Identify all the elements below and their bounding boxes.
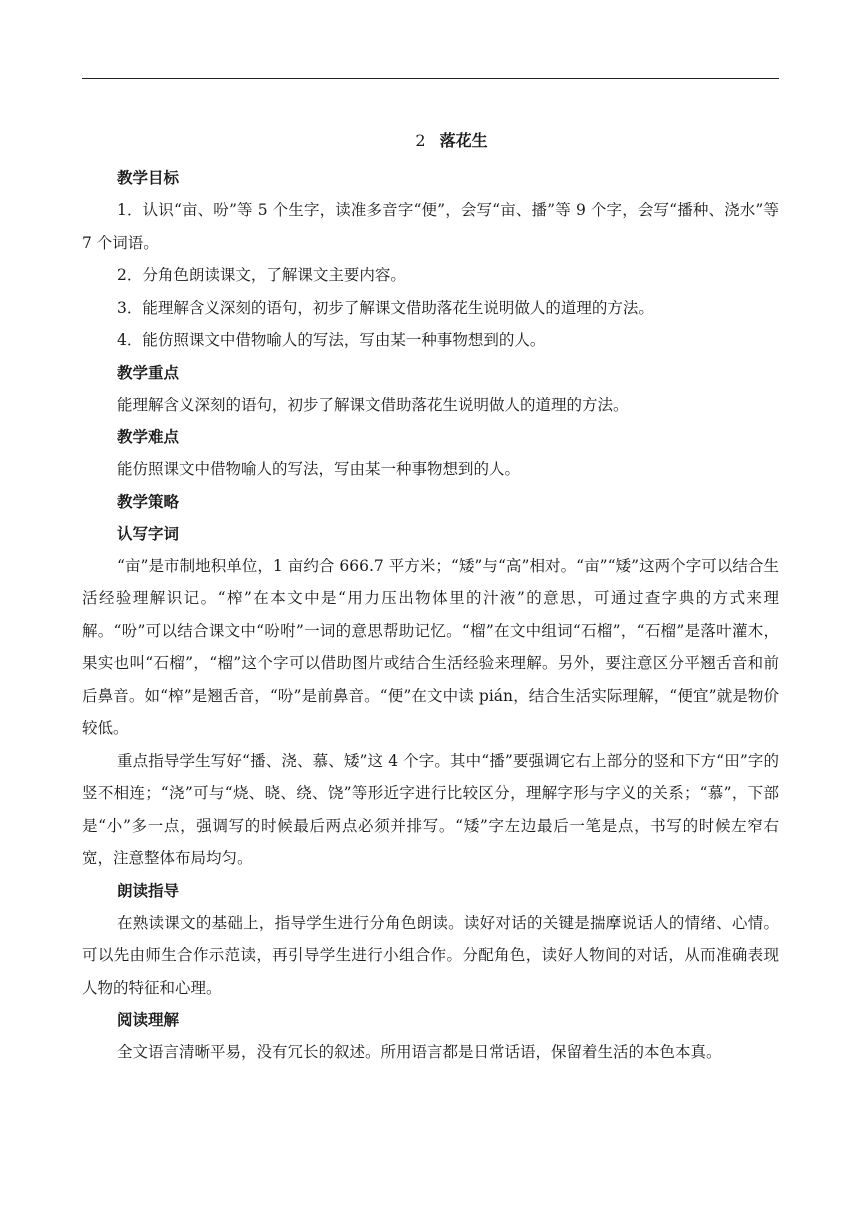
header-rule [82,78,779,79]
heading-reading: 朗读指导 [117,880,180,900]
goal-item-3: 3．能理解含义深刻的语句，初步了解课文借助落花生说明做人的道理的方法。 [117,298,654,317]
reading-text: 在熟读课文的基础上，指导学生进行分角色朗读。读好对话的关键是揣摩说话人的情绪、心情。可以先由师生合作示范读，再引导学生进行小组合作。分配角色，读好人物间的对话，从而准确表现人物的特征和心理。 [82,913,779,997]
heading-goals: 教学目标 [117,168,180,187]
words-paragraph-2: 重点指导学生写好“播、浇、慕、矮”这 4 个字。其中“播”要强调它右上部分的竖和下方“田”字的竖不相连；“浇”可与“烧、晓、绕、饶”等形近字进行比较区分，理解字形与字义的关系；“慕”，下部是“小”多一点，强调写的时候最后两点必须并排写。“矮”字左边最后一笔是点，书写的时候左窄右宽，注意整体布局均匀。 [82,751,779,867]
heading-difficulties: 教学难点 [117,427,180,446]
difficulties-text: 能仿照课文中借物喻人的写法，写由某一种事物想到的人。 [117,460,521,478]
goal-item-1: 1．认识“亩、吩”等 5 个生字，读准多音字“便”，会写“亩、播”等 9 个字，会写“播种、浇水”等 7 个词语。 [82,201,779,252]
heading-words: 认写字词 [117,523,180,543]
key-points-text: 能理解含义深刻的语句，初步了解课文借助落花生说明做人的道理的方法。 [117,395,629,414]
words-paragraph-1: “亩”是市制地积单位，1 亩约合 666.7 平方米；“矮”与“高”相对。“亩”“矮”这两个字可以结合生活经验理解识记。“榨”在本文中是“用力压出物体里的汁液”的意思，可通过查字典的方式来理解。“吩”可以结合课文中“吩咐”一词的意思帮助记忆。“榴”在文中组词“石榴”，“石榴”是落叶灌木，果实也叫“石榴”，“榴”这个字可以借助图片或结合生活经验来理解。另外，要注意区分平翘舌音和前后鼻音。如“榨”是翘舌音，“吩”是前鼻音。“便”在文中读 pián，结合生活实际理解，“便宜”就是物价较低。 [82,556,779,737]
heading-strategy: 教学策略 [117,491,180,511]
lesson-title [82,126,779,156]
lesson-number: 2 [415,131,426,150]
goal-item-4: 4．能仿照课文中借物喻人的写法，写由某一种事物想到的人。 [117,331,546,349]
document-body [82,126,779,1069]
lesson-title-text: 落花生 [439,131,488,150]
goal-item-2: 2．分角色朗读课文，了解课文主要内容。 [117,266,406,284]
heading-comprehension: 阅读理解 [117,1010,180,1029]
heading-key-points: 教学重点 [117,362,180,382]
comprehension-text: 全文语言清晰平易，没有冗长的叙述。所用语言都是日常话语，保留着生活的本色本真。 [117,1043,722,1061]
